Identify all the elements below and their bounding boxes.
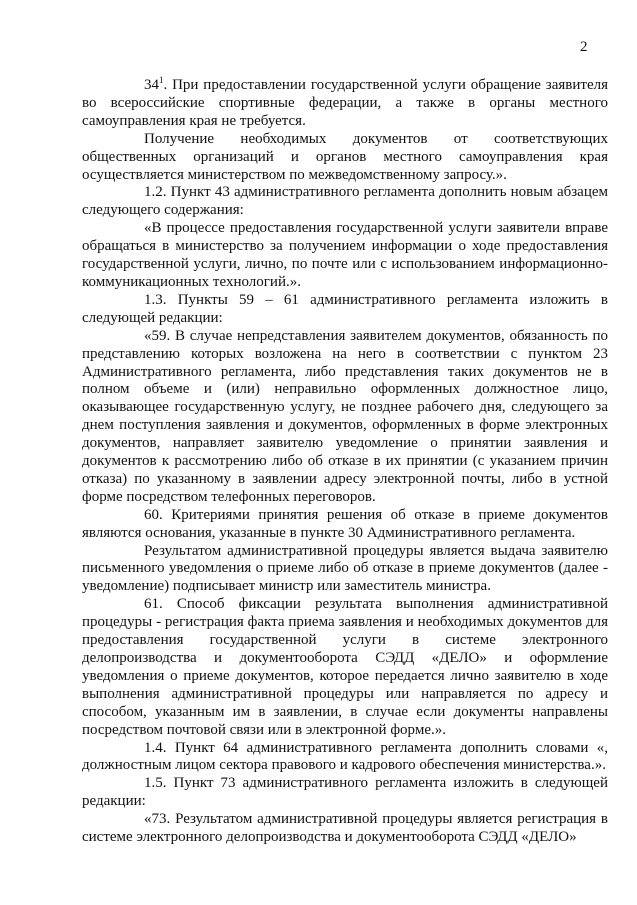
clause-superscript: 1 <box>159 75 164 85</box>
page-number: 2 <box>580 39 588 55</box>
paragraph-1-3: 1.3. Пункты 59 – 61 административного регламента изложить в следующей редакции: <box>82 291 608 326</box>
paragraph-1-2: 1.2. Пункт 43 административного регламента дополнить новым абзацем следующего содержания: <box>82 184 608 219</box>
clause-number: 34 <box>144 77 159 93</box>
paragraph-34-1 <box>82 77 608 131</box>
paragraph-result: Результатом административной процедуры является выдача заявителю письменного уведомления о приеме либо об отказе в приеме документов (далее - уведомление) подписывает министр или заместитель министра. <box>82 542 608 595</box>
paragraph-73: «73. Результатом административной процедуры является регистрация в системе электронного делопроизводства и документооборота СЭДД «ДЕЛО» <box>82 811 608 846</box>
paragraph-60: 60. Критериями принятия решения об отказе в приеме документов являются основания, указанные в пункте 30 Административного регламента. <box>82 506 608 541</box>
paragraph-quote-43: «В процессе предоставления государственной услуги заявители вправе обращаться в министерство за получением информации о ходе предоставления государственной услуги, лично, по почте или с использованием информационно-коммуникационных технологий.». <box>82 220 608 290</box>
paragraph-61: 61. Способ фиксации результата выполнения административной процедуры - регистрация факта приема заявления и необходимых документов для предоставления государственной услуги в системе электронного делопроизводства и документооборота СЭДД «ДЕЛО» и оформление уведомления о приеме документов, которое передается лично заявителю в ходе выполнения административной процедуры или направляется по адресу и способом, указанным им в заявлении, в случае если документы направлены посредством почтовой связи или в электронной форме.». <box>82 596 608 738</box>
document-body <box>82 77 608 847</box>
clause-text: . При предоставлении государственной услуги обращение заявителя во всероссийские спортивные федерации, а также в органы местного самоуправления края не требуется. <box>82 77 608 129</box>
paragraph-59: «59. В случае непредставления заявителем документов, обязанность по представлению которых возложена на него в соответствии с пунктом 23 Административного регламента, либо представления таких документов не в полном объеме и (или) неправильно оформленных должностное лицо, оказывающее государственную услугу, не позднее рабочего дня, следующего за днем поступления заявления и документов, оформленных в форме электронных документов, направляет заявителю уведомление о принятии заявления и документов к рассмотрению либо об отказе в их принятии (с указанием причин отказа) по указанному в заявлении адресу электронной почты, либо в устной форме посредством телефонных переговоров. <box>82 327 608 505</box>
paragraph-documents-request: Получение необходимых документов от соответствующих общественных организаций и органов местного самоуправления края осуществляется министерством по межведомственному запросу.». <box>82 130 608 183</box>
paragraph-1-5: 1.5. Пункт 73 административного регламента изложить в следующей редакции: <box>82 775 608 810</box>
paragraph-1-4: 1.4. Пункт 64 административного регламента дополнить словами «, должностным лицом сектора правового и кадрового обеспечения министерства.». <box>82 739 608 774</box>
